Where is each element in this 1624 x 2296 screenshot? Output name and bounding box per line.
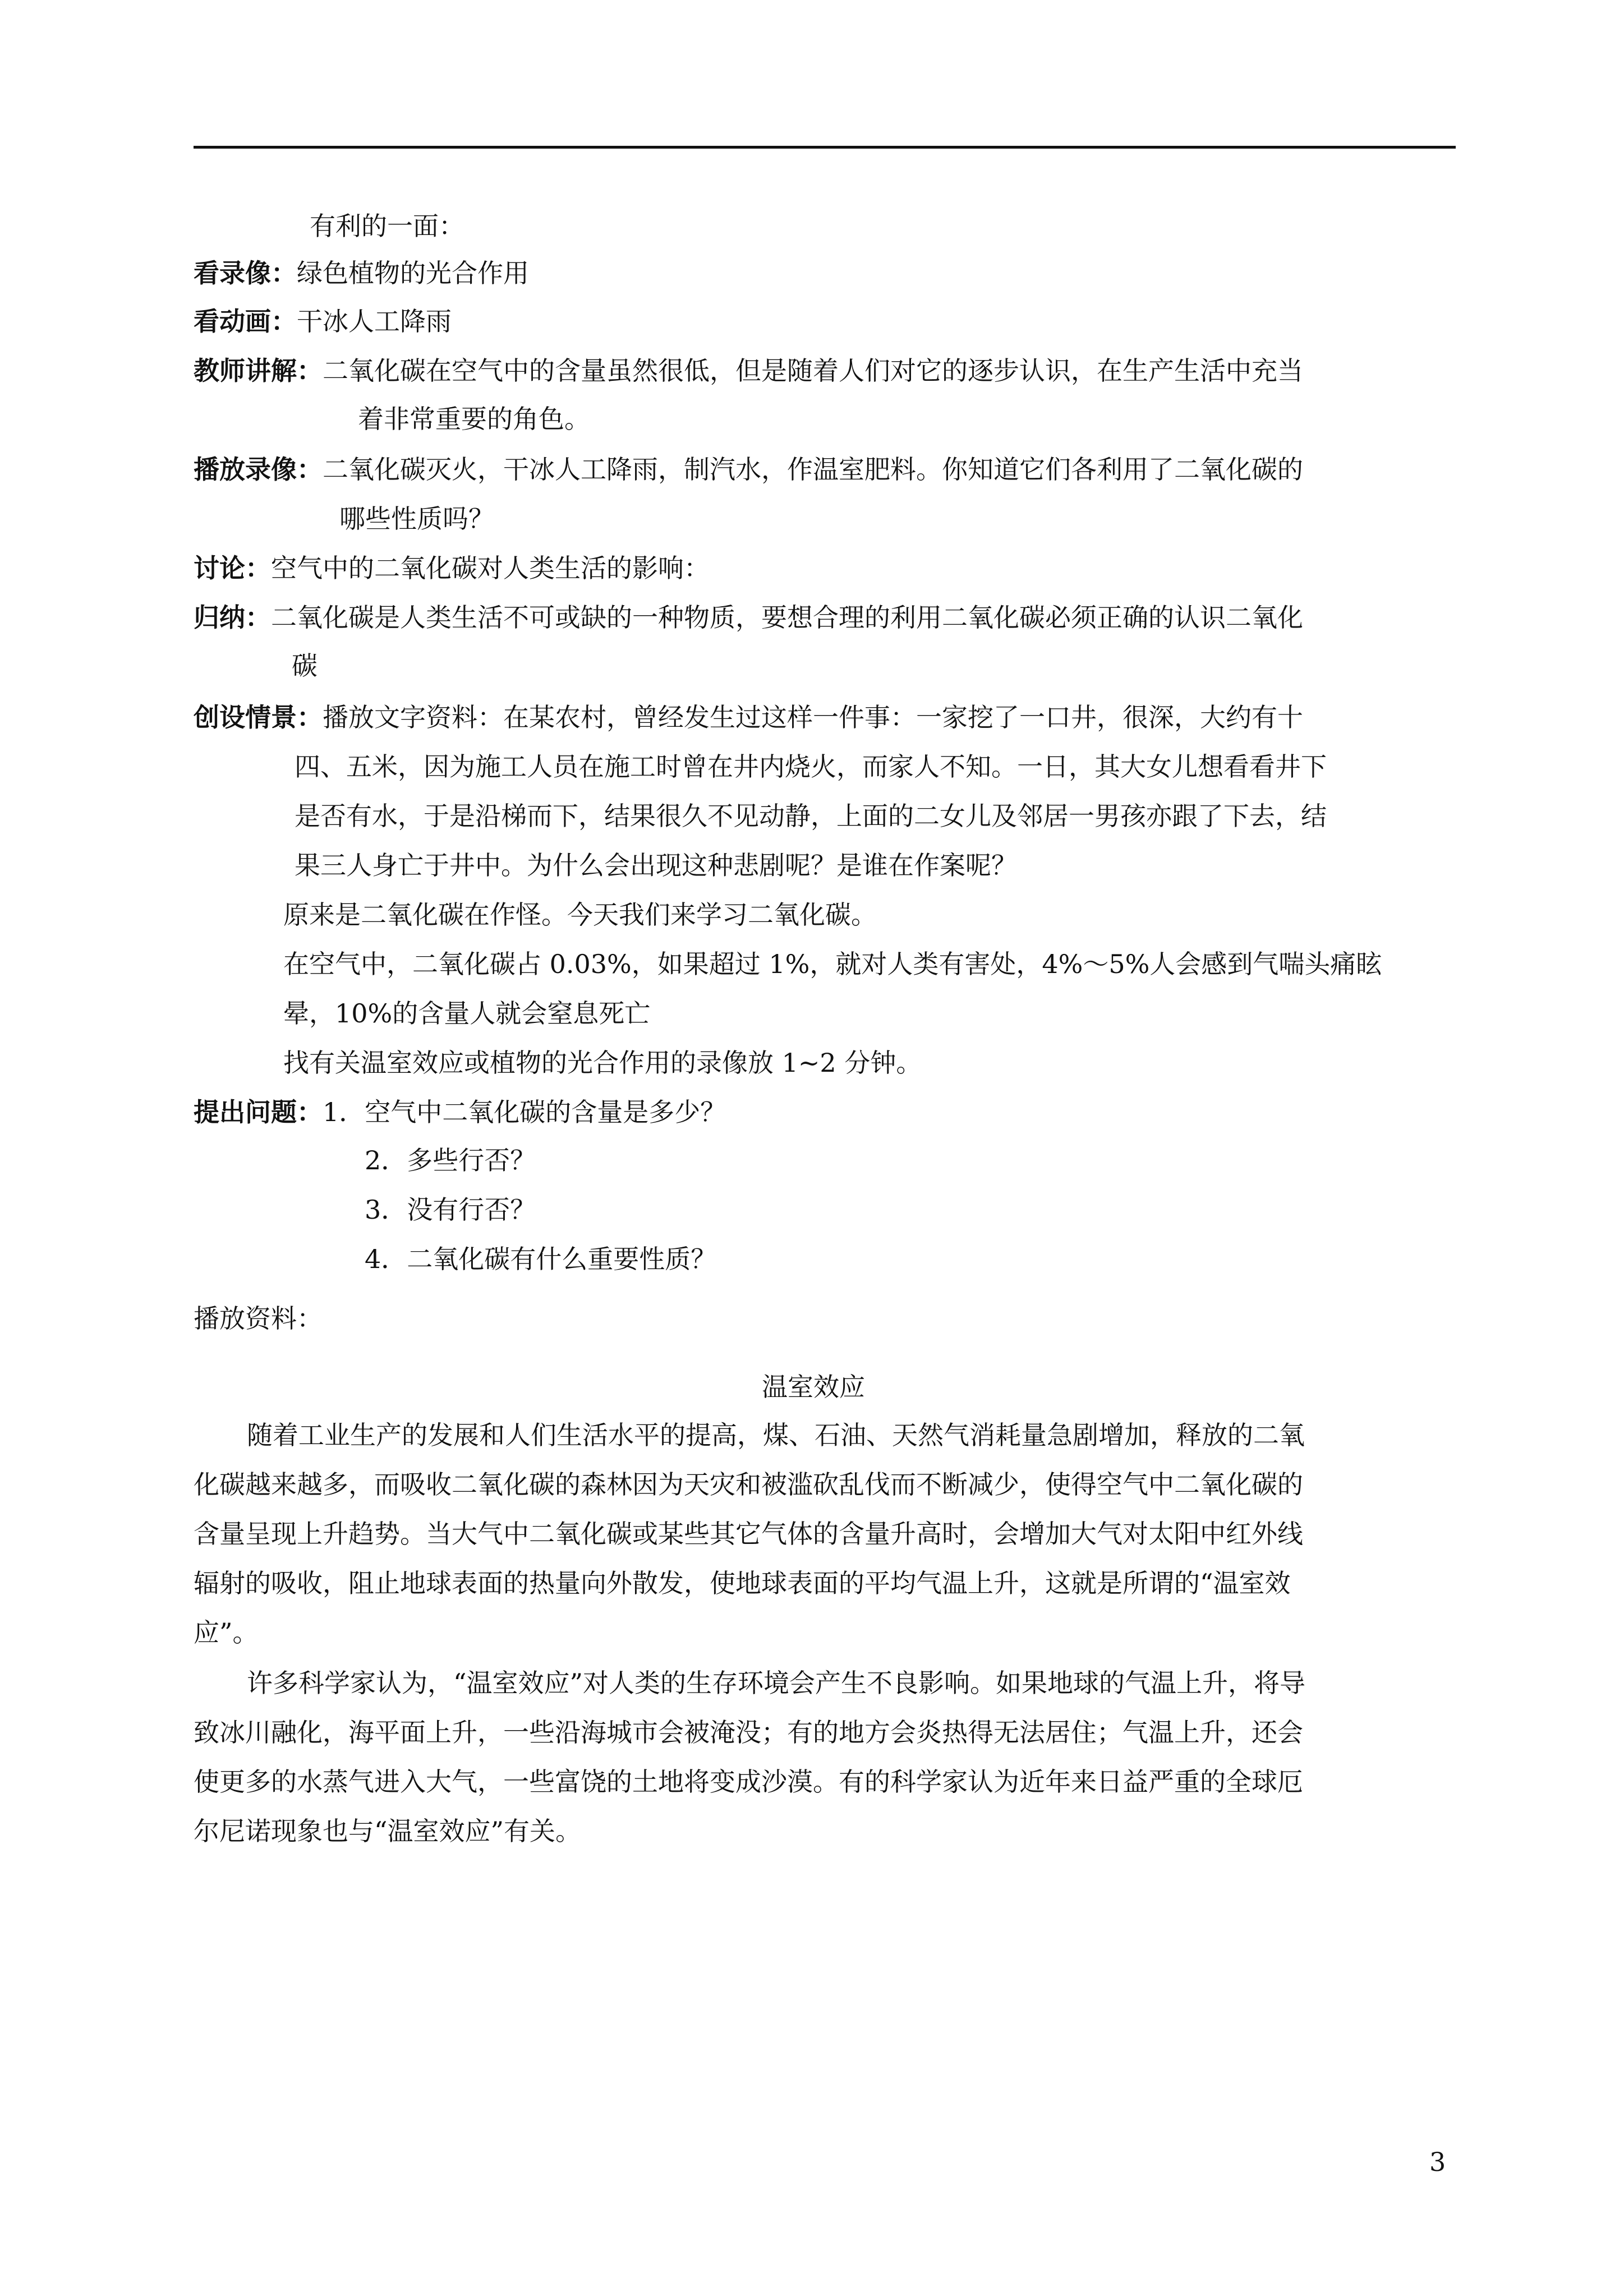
play-video-text-2: 哪些性质吗？: [339, 504, 494, 534]
question-2: 2．多些行否？: [365, 1145, 536, 1175]
discussion-text: 空气中的二氧化碳对人类生活的影响：: [271, 553, 710, 583]
play-material-label: 播放资料：: [194, 1303, 323, 1334]
play-video-line: [194, 454, 1303, 485]
para1-line-2: 化碳越来越多，而吸收二氧化碳的森林因为天灾和被滥砍乱伐而不断减少，使得空气中二氧化碳的: [194, 1469, 1303, 1500]
scenario-text-7: 晕，10%的含量人就会窒息死亡: [283, 998, 651, 1029]
scenario-label: 创设情景：: [194, 702, 323, 732]
para1-line-1: 随着工业生产的发展和人们生活水平的提高，煤、石油、天然气消耗量急剧增加，释放的二氧: [247, 1420, 1305, 1450]
scenario-text-4: 果三人身亡于井中。为什么会出现这种悲剧呢？是谁在作案呢？: [295, 850, 1017, 880]
summary-label: 归纳：: [194, 602, 271, 633]
header-rule: [194, 146, 1456, 149]
para2-line-1: 许多科学家认为，“温室效应”对人类的生存环境会产生不良影响。如果地球的气温上升，将导: [247, 1668, 1306, 1698]
summary-text-1: 二氧化碳是人类生活不可或缺的一种物质，要想合理的利用二氧化碳必须正确的认识二氧化: [271, 602, 1303, 633]
question-1: 1．空气中二氧化碳的含量是多少？: [323, 1097, 726, 1127]
play-video-text-1: 二氧化碳灭火，干冰人工降雨，制汽水，作温室肥料。你知道它们各利用了二氧化碳的: [323, 454, 1303, 485]
play-video-label: 播放录像：: [194, 454, 323, 485]
para2-line-4: 尔尼诺现象也与“温室效应”有关。: [194, 1816, 582, 1846]
scenario-text-3: 是否有水，于是沿梯而下，结果很久不见动静，上面的二女儿及邻居一男孩亦跟了下去，结: [295, 801, 1327, 831]
scenario-text-6: 在空气中，二氧化碳占 0.03%，如果超过 1%，就对人类有害处，4%～5%人会感到气喘头痛眩: [283, 949, 1382, 979]
para2-line-3: 使更多的水蒸气进入大气，一些富饶的土地将变成沙漠。有的科学家认为近年来日益严重的全球厄: [194, 1767, 1303, 1797]
watch-video-label: 看录像：: [194, 258, 297, 288]
question-3: 3．没有行否？: [365, 1195, 536, 1225]
scenario-text-2: 四、五米，因为施工人员在施工时曾在井内烧火，而家人不知。一日，其大女儿想看看井下: [295, 751, 1327, 782]
question-4: 4．二氧化碳有什么重要性质？: [365, 1244, 717, 1274]
summary-text-2: 碳: [292, 651, 318, 681]
page-number: 3: [1429, 2147, 1446, 2177]
watch-animation-text: 干冰人工降雨: [297, 306, 452, 336]
watch-animation-label: 看动画：: [194, 306, 297, 336]
teacher-explain-line: [194, 358, 1303, 384]
greenhouse-title: 温室效应: [762, 1372, 865, 1402]
para1-line-3: 含量呈现上升趋势。当大气中二氧化碳或某些其它气体的含量升高时，会增加大气对太阳中红外线: [194, 1519, 1303, 1549]
questions-line: [194, 1099, 726, 1125]
discussion-line: [194, 555, 710, 581]
scenario-text-5: 原来是二氧化碳在作怪。今天我们来学习二氧化碳。: [283, 900, 877, 930]
teacher-explain-text-1: 二氧化碳在空气中的含量虽然很低，但是随着人们对它的逐步认识，在生产生活中充当: [323, 356, 1303, 386]
scenario-text-8: 找有关温室效应或植物的光合作用的录像放 1~2 分钟。: [283, 1048, 922, 1078]
para2-line-2: 致冰川融化，海平面上升，一些沿海城市会被淹没；有的地方会炎热得无法居住；气温上升，还会: [194, 1717, 1303, 1748]
teacher-explain-label: 教师讲解：: [194, 356, 323, 386]
watch-animation-line: [194, 308, 452, 334]
discussion-label: 讨论：: [194, 553, 271, 583]
scenario-line: [194, 704, 1303, 730]
para1-line-4: 辐射的吸收，阻止地球表面的热量向外散发，使地球表面的平均气温上升，这就是所谓的“温室效: [194, 1568, 1291, 1598]
watch-video-line: [194, 260, 529, 286]
questions-label: 提出问题：: [194, 1097, 323, 1127]
watch-video-text: 绿色植物的光合作用: [297, 258, 529, 288]
summary-line: [194, 602, 1303, 633]
scenario-text-1: 播放文字资料：在某农村，曾经发生过这样一件事：一家挖了一口井，很深，大约有十: [323, 702, 1303, 732]
favorable-heading: 有利的一面：: [310, 211, 464, 241]
para1-line-5: 应”。: [194, 1617, 259, 1648]
teacher-explain-text-2: 着非常重要的角色。: [358, 404, 590, 434]
